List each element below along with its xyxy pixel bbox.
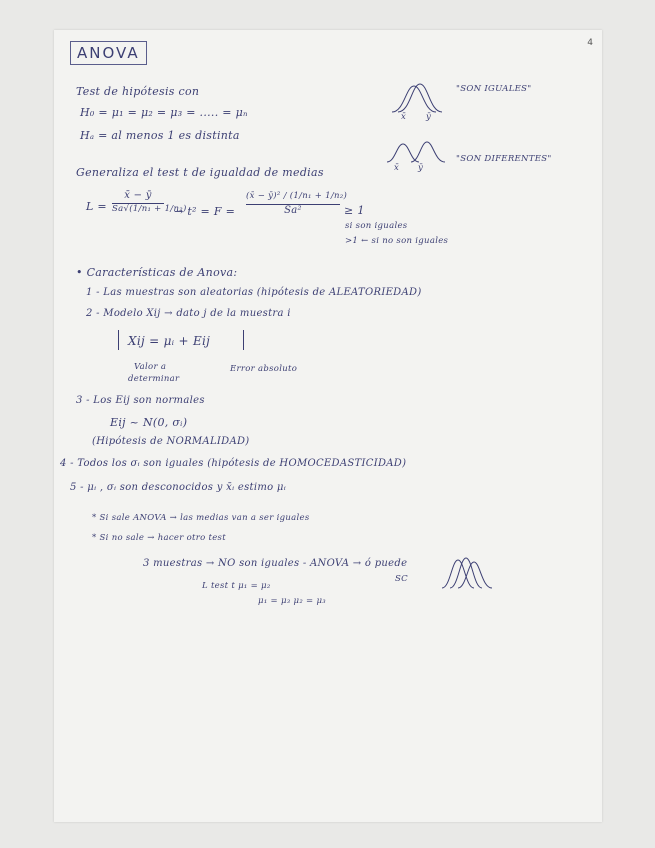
example-sub-2: μ₁ = μ₃ μ₂ = μ₃ [258,596,326,606]
y-bar-label-2: ȳ [418,163,424,173]
x-bar-label: x̄ [401,112,407,122]
fraction-2-numerator: (x̄ − ȳ)² / (1/n₁ + 1/n₂) [246,191,348,201]
fraction-2-denominator: Sa² [246,204,340,216]
generalize-line: Generaliza el test t de igualdad de medias [76,166,324,179]
example-line: 3 muestras → NO son iguales - ANOVA → ó puede [143,558,408,569]
page-title: ANOVA [70,41,147,65]
different-label: "SON DIFERENTES" [456,154,552,164]
feature-2: 2 - Modelo Xij → dato j de la muestra i [86,308,291,319]
error-note: Error absoluto [230,364,298,374]
equal-curves-icon [390,80,450,120]
value-note-2: determinar [128,374,180,384]
bullet-anova-pass: * Si sale ANOVA → las medias van a ser iguales [92,513,310,523]
feature-3-formula: Eij ~ N(0, σᵢ) [110,416,188,429]
example-sc: SC [395,574,408,584]
ge-one: ≥ 1 [344,204,365,217]
overlapping-curves-icon [440,554,500,594]
feature-5: 5 - μᵢ , σᵢ son desconocidos y x̄ᵢ estimo μᵢ [70,482,287,493]
note-not-equal: >1 ← si no son iguales [345,236,449,246]
fraction-1-denominator: Sa√(1/n₁ + 1/n₂) [112,204,187,214]
alternative-hypothesis: Hₐ = al menos 1 es distinta [80,129,240,142]
feature-3-hypothesis: (Hipótesis de NORMALIDAD) [92,436,250,447]
model-formula: Xij = μᵢ + Eij [128,334,211,348]
feature-3: 3 - Los Eij son normales [76,395,205,406]
equal-label: "SON IGUALES" [456,84,532,94]
note-equal: si son iguales [345,221,408,231]
bullet-anova-fail: * Si no sale → hacer otro test [92,533,226,543]
example-sub-1: L test t μ₁ = μ₂ [202,581,271,591]
L-label: L = [86,200,107,213]
null-hypothesis: H₀ = μ₁ = μ₂ = μ₃ = ..... = μₙ [80,106,248,119]
x-bar-label-2: x̄ [394,163,400,173]
features-heading: • Características de Anova: [76,266,238,279]
fraction-2 [246,191,348,216]
value-note-1: Valor a [134,362,167,372]
fraction-1-numerator: x̄ − ȳ [124,190,152,201]
fraction-1 [112,190,187,214]
F-statistic-arrow: → t² = F = [174,205,236,218]
test-heading: Test de hipótesis con [76,85,200,98]
y-bar-label: ȳ [426,112,432,122]
feature-1: 1 - Las muestras son aleatorias (hipótesis de ALEATORIEDAD) [86,287,422,298]
feature-4: 4 - Todos los σᵢ son iguales (hipótesis de HOMOCEDASTICIDAD) [60,458,407,469]
page-number: 4 [587,38,593,48]
